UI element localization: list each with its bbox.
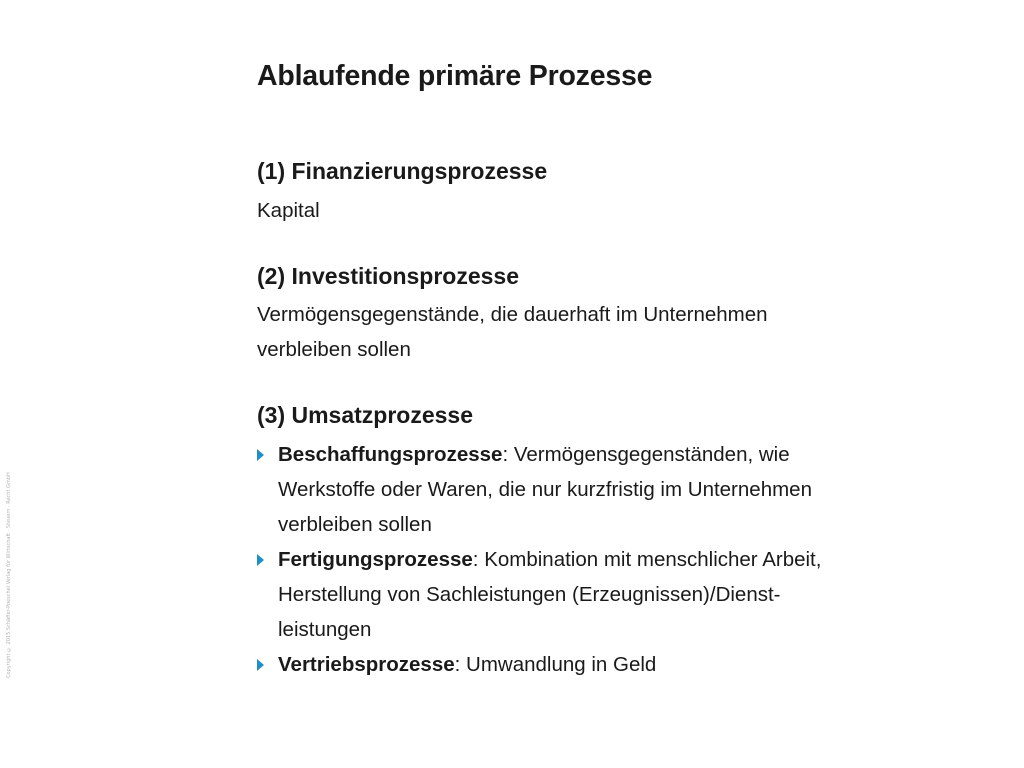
section-text-line: verbleiben sollen <box>257 338 411 361</box>
bullet-list <box>257 437 997 682</box>
triangle-right-icon <box>257 554 264 566</box>
section-text-financing <box>257 193 320 228</box>
bullet-item-procurement <box>257 437 997 542</box>
bullet-line <box>278 647 997 682</box>
bullet-term: Fertigungsprozesse <box>278 548 473 571</box>
copyright-notice: Copyright © 2015 Schäffer-Poeschel Verlag für Wirtschaft · Steuern · Recht GmbH <box>6 472 12 678</box>
bullet-line: Werkstoffe oder Waren, die nur kurzfristig im Unternehmen <box>278 478 812 501</box>
bullet-line <box>278 437 997 472</box>
section-heading-financing: (1) Finanzierungsprozesse <box>257 158 548 184</box>
section-heading-sales: (3) Umsatzprozesse <box>257 402 474 428</box>
bullet-term: Beschaffungsprozesse <box>278 443 503 466</box>
bullet-line: leistungen <box>278 618 372 641</box>
bullet-line <box>278 542 997 577</box>
bullet-text: : Kombination mit menschlicher Arbeit, <box>472 548 822 571</box>
bullet-text: : Umwandlung in Geld <box>454 653 657 676</box>
bullet-text: : Vermögensgegenständen, wie <box>502 443 790 466</box>
bullet-item-production <box>257 542 997 647</box>
section-text-line: Kapital <box>257 199 320 222</box>
bullet-term: Vertriebsprozesse <box>278 653 455 676</box>
section-heading-investment: (2) Investitionsprozesse <box>257 263 520 289</box>
section-text-investment <box>257 297 768 367</box>
bullet-line: Herstellung von Sachleistungen (Erzeugnissen)/Dienst- <box>278 583 781 606</box>
bullet-line: verbleiben sollen <box>278 513 432 536</box>
section-text-line: Vermögensgegenstände, die dauerhaft im Unternehmen <box>257 303 768 326</box>
triangle-right-icon <box>257 449 264 461</box>
bullet-item-distribution <box>257 647 997 682</box>
slide-title: Ablaufende primäre Prozesse <box>257 60 653 92</box>
triangle-right-icon <box>257 659 264 671</box>
